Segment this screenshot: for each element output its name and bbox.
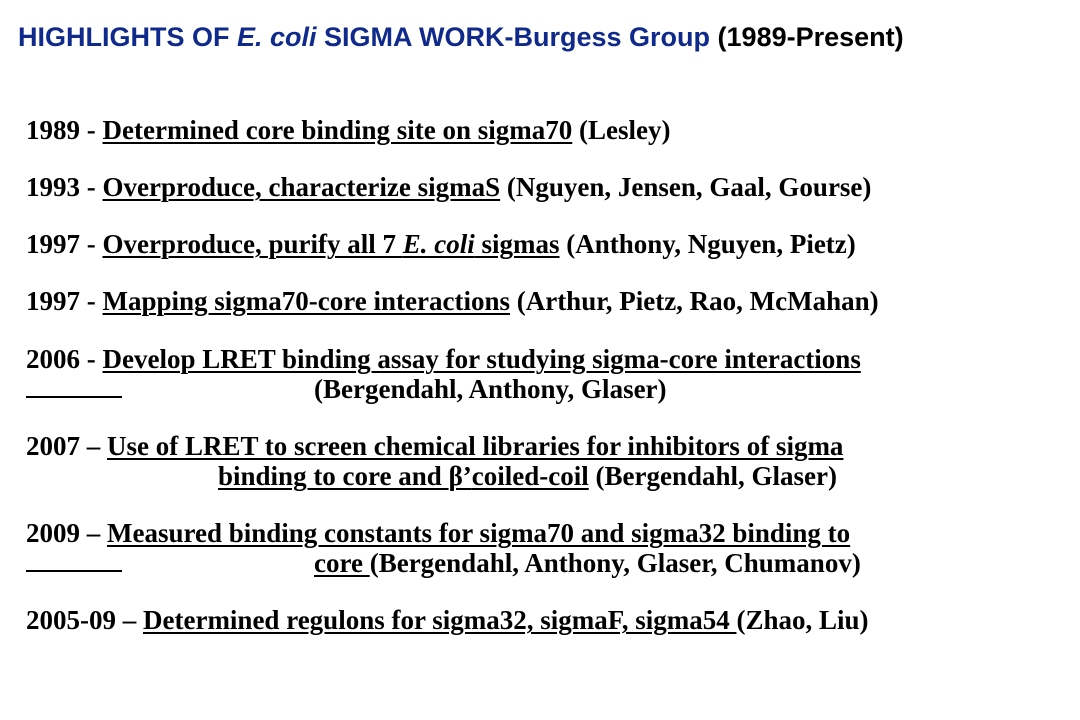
list-item — [26, 228, 856, 260]
entry-year: 2007 – — [26, 431, 107, 461]
entry-description: Develop LRET binding assay for studying sigma-core interactions — [102, 344, 861, 374]
entry-year: 1997 - — [26, 286, 103, 316]
underline-blank — [26, 374, 122, 398]
title-part2: SIGMA WORK-Burgess Group — [316, 22, 711, 52]
entry-description: Determined regulons for sigma32, sigmaF, sigma54 — [143, 605, 737, 635]
entry-description: Overproduce, characterize sigmaS — [102, 172, 501, 202]
title-part3: (1989-Present) — [710, 22, 904, 52]
entry-description — [103, 229, 560, 259]
list-item — [26, 114, 670, 146]
slide-title — [18, 22, 1078, 53]
title-part1: HIGHLIGHTS OF — [18, 22, 237, 52]
entry-people: (Lesley) — [572, 115, 671, 145]
entry-description-a: Overproduce, purify all 7 — [102, 229, 403, 259]
entry-people: (Bergendahl, Glaser) — [588, 461, 837, 491]
entry-people: (Nguyen, Jensen, Gaal, Gourse) — [500, 172, 872, 202]
entry-people: (Bergendahl, Anthony, Glaser, Chumanov) — [369, 548, 861, 578]
entry-description-line2-b: coiled-coil — [471, 461, 589, 491]
title-italic: E. coli — [237, 22, 317, 52]
beta-prime-symbol: β’ — [448, 461, 472, 491]
entry-year: 2006 - — [26, 344, 103, 374]
entry-people: (Anthony, Nguyen, Pietz) — [559, 229, 856, 259]
entry-year: 1993 - — [26, 172, 103, 202]
entry-people: (Bergendahl, Anthony, Glaser) — [314, 374, 667, 404]
entry-people: (Zhao, Liu) — [736, 605, 869, 635]
list-item — [26, 430, 843, 462]
entry-people: (Arthur, Pietz, Rao, McMahan) — [509, 286, 879, 316]
entry-year: 1989 - — [26, 115, 103, 145]
list-item-continuation — [218, 460, 837, 492]
list-item — [26, 604, 869, 636]
entry-description-line1: Use of LRET to screen chemical libraries for inhibitors of sigma — [107, 431, 844, 461]
entry-description-line2-a: binding to core and — [218, 461, 449, 491]
entry-year: 1997 - — [26, 229, 103, 259]
list-item — [26, 517, 850, 549]
entry-year: 2009 – — [26, 518, 107, 548]
list-item — [26, 343, 861, 375]
entry-description-line2 — [218, 461, 589, 491]
entry-description-line2: core — [314, 548, 370, 578]
entry-description: Determined core binding site on sigma70 — [102, 115, 573, 145]
list-item-continuation — [26, 373, 667, 405]
entry-description: Mapping sigma70-core interactions — [102, 286, 510, 316]
entry-description-line1: Measured binding constants for sigma70 and sigma32 binding to — [107, 518, 851, 548]
entry-description-b: sigmas — [474, 229, 560, 259]
underline-blank — [26, 548, 122, 572]
entry-year: 2005-09 – — [26, 605, 143, 635]
list-item-continuation — [26, 547, 861, 579]
entry-description-italic: E. coli — [402, 229, 475, 259]
list-item — [26, 285, 879, 317]
list-item — [26, 171, 871, 203]
